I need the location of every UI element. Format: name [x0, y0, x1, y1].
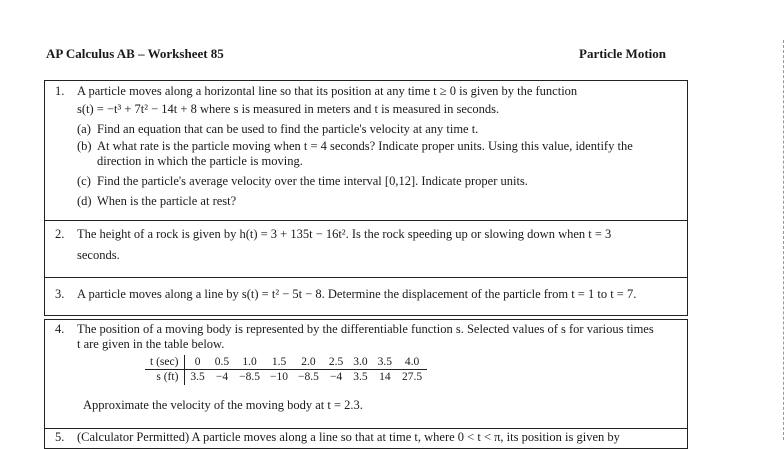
table-cell: 27.5 — [402, 371, 423, 384]
table-header-s: s (ft) — [145, 370, 185, 385]
table-cell: 14 — [379, 371, 391, 384]
table-cell: 1.0 — [234, 355, 265, 370]
table-row-t — [145, 355, 427, 370]
question-text-continued: t are given in the table below. — [77, 337, 225, 351]
table-cell: 2.0 — [293, 355, 324, 370]
part-b-continued: direction in which the particle is moving. — [97, 154, 303, 168]
question-4 — [44, 319, 688, 429]
table-cell: −8.5 — [298, 371, 319, 384]
table-cell: −8.5 — [239, 371, 261, 384]
table-cell: 3.5 — [353, 371, 368, 384]
question-2 — [44, 221, 688, 278]
question-formula: s(t) = −t³ + 7t² − 14t + 8 where s is measured in meters and t is measured in seconds. — [77, 102, 500, 116]
table-cell: 1.5 — [265, 355, 293, 370]
question-number: 4. — [55, 322, 65, 336]
question-number: 1. — [55, 84, 65, 98]
part-b: (b) At what rate is the particle moving when t = 4 seconds? Indicate proper units. Using this value, identify the — [77, 139, 633, 153]
table-cell: 3.5 — [373, 355, 397, 370]
question-5 — [44, 429, 688, 449]
table-cell: 0.5 — [210, 355, 234, 370]
question-text: A particle moves along a horizontal line so that its position at any time t ≥ 0 is given by the function — [77, 84, 578, 98]
table-cell: −10 — [270, 371, 289, 384]
table-cell: −4 — [215, 371, 229, 384]
table-cell: 3.5 — [190, 371, 205, 384]
page-edge-marks — [780, 40, 784, 440]
table-cell: −4 — [329, 371, 343, 384]
part-d: (d) When is the particle at rest? — [77, 194, 237, 208]
question-text: (Calculator Permitted) A particle moves along a line so that at time t, where 0 < t < π, its position is given by — [77, 430, 620, 444]
question-text: The height of a rock is given by h(t) = 3 + 135t − 16t². Is the rock speeding up or slowing down when t = 3 — [77, 227, 612, 241]
table-cell: 3.0 — [348, 355, 372, 370]
table-row-s — [145, 370, 427, 385]
part-a: (a) Find an equation that can be used to find the particle's velocity at any time t. — [77, 122, 479, 136]
question-text-continued: seconds. — [77, 248, 120, 262]
question-text-final: Approximate the velocity of the moving body at t = 2.3. — [83, 398, 363, 412]
table-cell: 0 — [185, 355, 210, 370]
table-cell: 2.5 — [324, 355, 348, 370]
question-3 — [44, 278, 688, 316]
worksheet-title: AP Calculus AB – Worksheet 85 — [46, 46, 224, 61]
table-header-t: t (sec) — [145, 355, 185, 370]
question-text: A particle moves along a line by s(t) = t² − 5t − 8. Determine the displacement of the particle from t = 1 to t = 7. — [77, 287, 637, 301]
values-table — [145, 355, 427, 385]
question-number: 3. — [55, 287, 65, 301]
question-number: 5. — [55, 430, 65, 444]
question-number: 2. — [55, 227, 65, 241]
table-cell: 4.0 — [397, 355, 427, 370]
question-1 — [44, 80, 688, 221]
worksheet-topic: Particle Motion — [579, 46, 666, 61]
part-c: (c) Find the particle's average velocity over the time interval [0,12]. Indicate proper units. — [77, 174, 528, 188]
question-text: The position of a moving body is represented by the differentiable function s. Selected values of s for various times — [77, 322, 654, 336]
